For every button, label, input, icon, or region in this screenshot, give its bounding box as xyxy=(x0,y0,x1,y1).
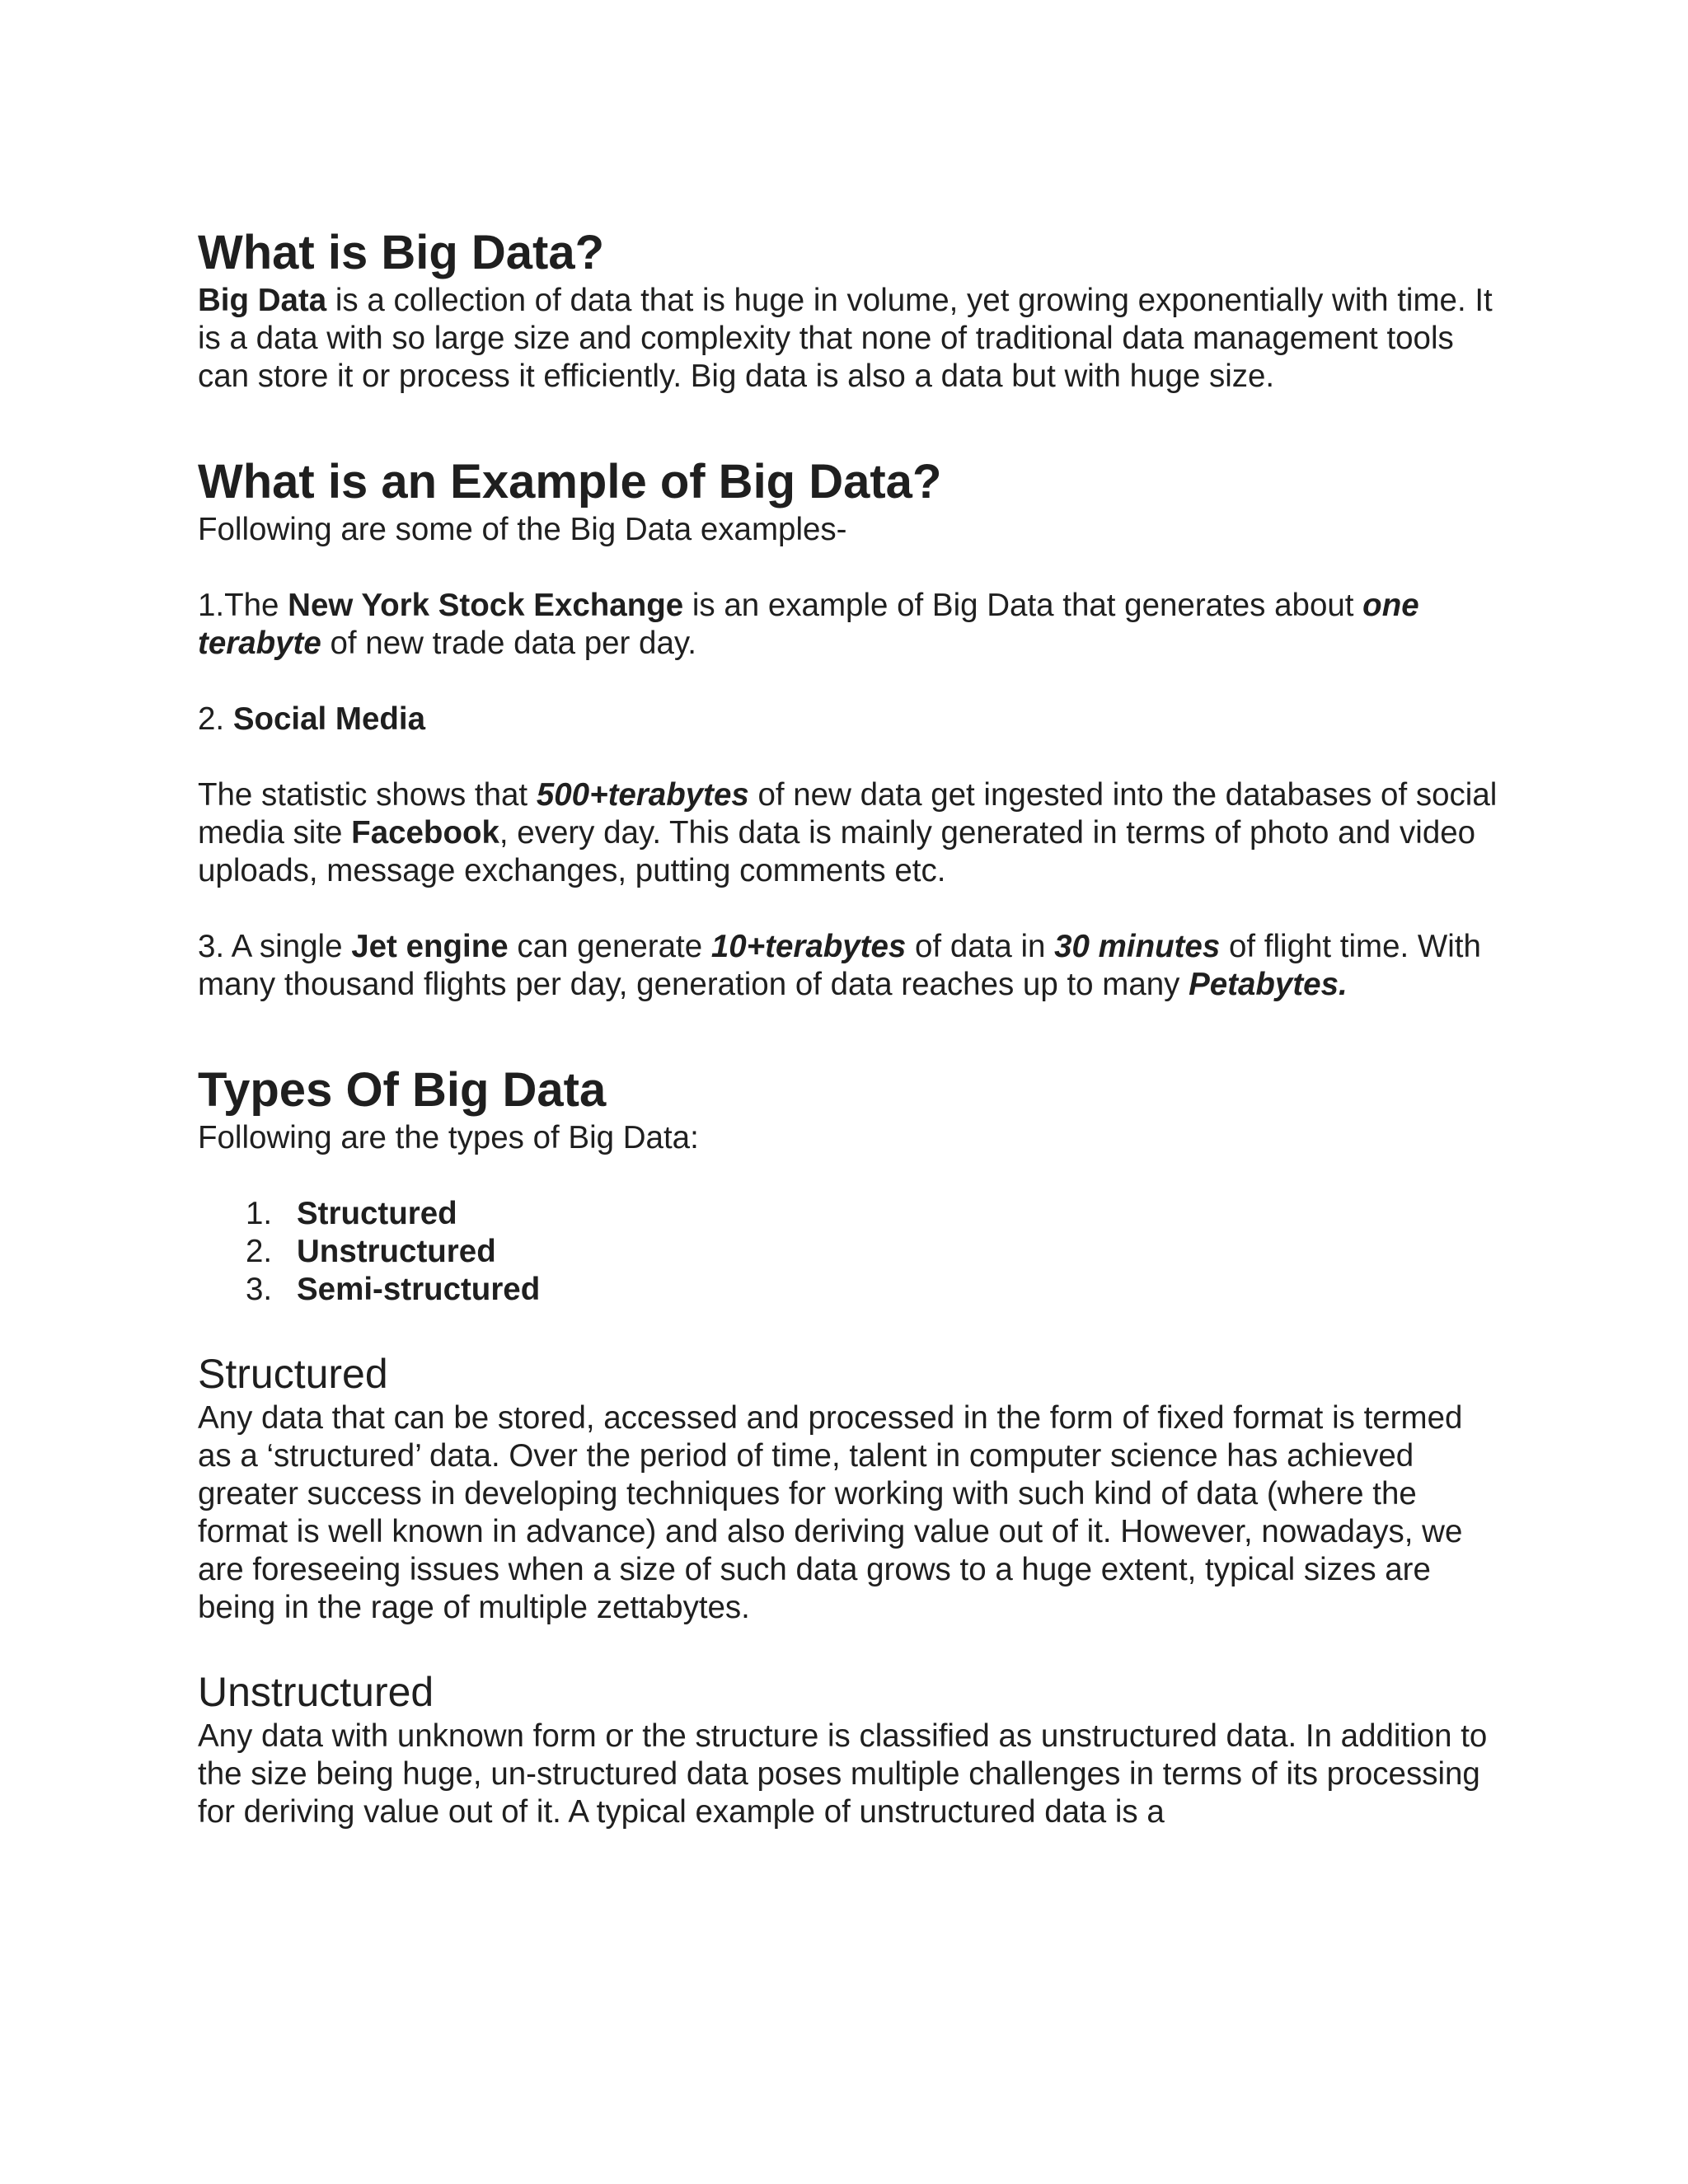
definition-text: is a collection of data that is huge in volume, yet growing exponentially with time. It is a data with so large size and complexity that none of traditional data management tools can store it or process it efficiently. Big data is also a data but with huge size. xyxy=(198,283,1493,394)
document-page xyxy=(198,224,1500,1831)
example-text: of data in xyxy=(906,929,1055,964)
list-item xyxy=(198,1271,1500,1309)
example-text: of flight time. With many thousand flights per day, generation of data reaches up to many xyxy=(198,929,1481,1002)
bold-italic-term: 10+terabytes xyxy=(710,929,907,964)
bold-term: Jet engine xyxy=(351,929,509,964)
big-data-definition xyxy=(198,282,1500,396)
list-number: 3. xyxy=(246,1272,273,1307)
example-2 xyxy=(198,701,1500,738)
list-number: 1. xyxy=(246,1196,273,1231)
bold-italic-term: one terabyte xyxy=(198,588,1419,661)
list-label: Semi-structured xyxy=(297,1272,541,1307)
structured-text: Any data that can be stored, accessed and processed in the form of fixed format is termed as a ‘structured’ data. Over the period of time, talent in computer science has achieved greater success in developing techniques for working with such kind of data (where the format is well known in advance) and also deriving value out of it. However, nowadays, we are foreseeing issues when a size of such data grows to a huge extent, typical sizes are being in the rage of multiple zettabytes. xyxy=(198,1400,1463,1625)
list-label: Structured xyxy=(297,1196,457,1231)
bold-term: Social Media xyxy=(232,701,426,737)
example-text: 1.The xyxy=(198,588,288,623)
example-text: of new trade data per day. xyxy=(321,626,696,661)
example-2-detail xyxy=(198,776,1500,890)
example-text: 3. A single xyxy=(198,929,352,964)
example-text: , every day. This data is mainly generated in terms of photo and video uploads, message exchanges, putting comments etc. xyxy=(198,815,1476,888)
heading-example-of-big-data: What is an Example of Big Data? xyxy=(198,455,942,509)
unstructured-text: Any data with unknown form or the structure is classified as unstructured data. In addition to the size being huge, un-structured data poses multiple challenges in terms of its processing for deriving value out of it. A typical example of unstructured data is a xyxy=(198,1718,1488,1830)
heading-what-is-big-data: What is Big Data? xyxy=(198,226,605,279)
example-text: The statistic shows that xyxy=(198,777,537,813)
heading-types-of-big-data: Types Of Big Data xyxy=(198,1063,607,1117)
bold-italic-term: Petabytes. xyxy=(1189,967,1348,1002)
bold-term: New York Stock Exchange xyxy=(288,588,684,623)
example-3 xyxy=(198,928,1500,1004)
bold-term: Facebook xyxy=(351,815,499,851)
bold-term: Big Data xyxy=(198,283,327,318)
types-intro: Following are the types of Big Data: xyxy=(198,1120,699,1155)
heading-structured: Structured xyxy=(198,1351,388,1397)
heading-unstructured: Unstructured xyxy=(198,1669,434,1715)
list-number: 2. xyxy=(246,1234,273,1269)
list-item xyxy=(198,1195,1500,1233)
example-text: can generate xyxy=(508,929,711,964)
list-label: Unstructured xyxy=(297,1234,496,1269)
example-1 xyxy=(198,587,1500,663)
examples-intro: Following are some of the Big Data examples- xyxy=(198,512,847,547)
example-text: 2. xyxy=(198,701,233,737)
bold-italic-term: 500+terabytes xyxy=(536,777,749,813)
list-item xyxy=(198,1233,1500,1271)
types-list xyxy=(198,1195,1500,1309)
example-text: is an example of Big Data that generates about xyxy=(683,588,1363,623)
example-text: of new data get ingested into the databases of social media site xyxy=(198,777,1498,851)
bold-italic-term: 30 minutes xyxy=(1054,929,1221,964)
